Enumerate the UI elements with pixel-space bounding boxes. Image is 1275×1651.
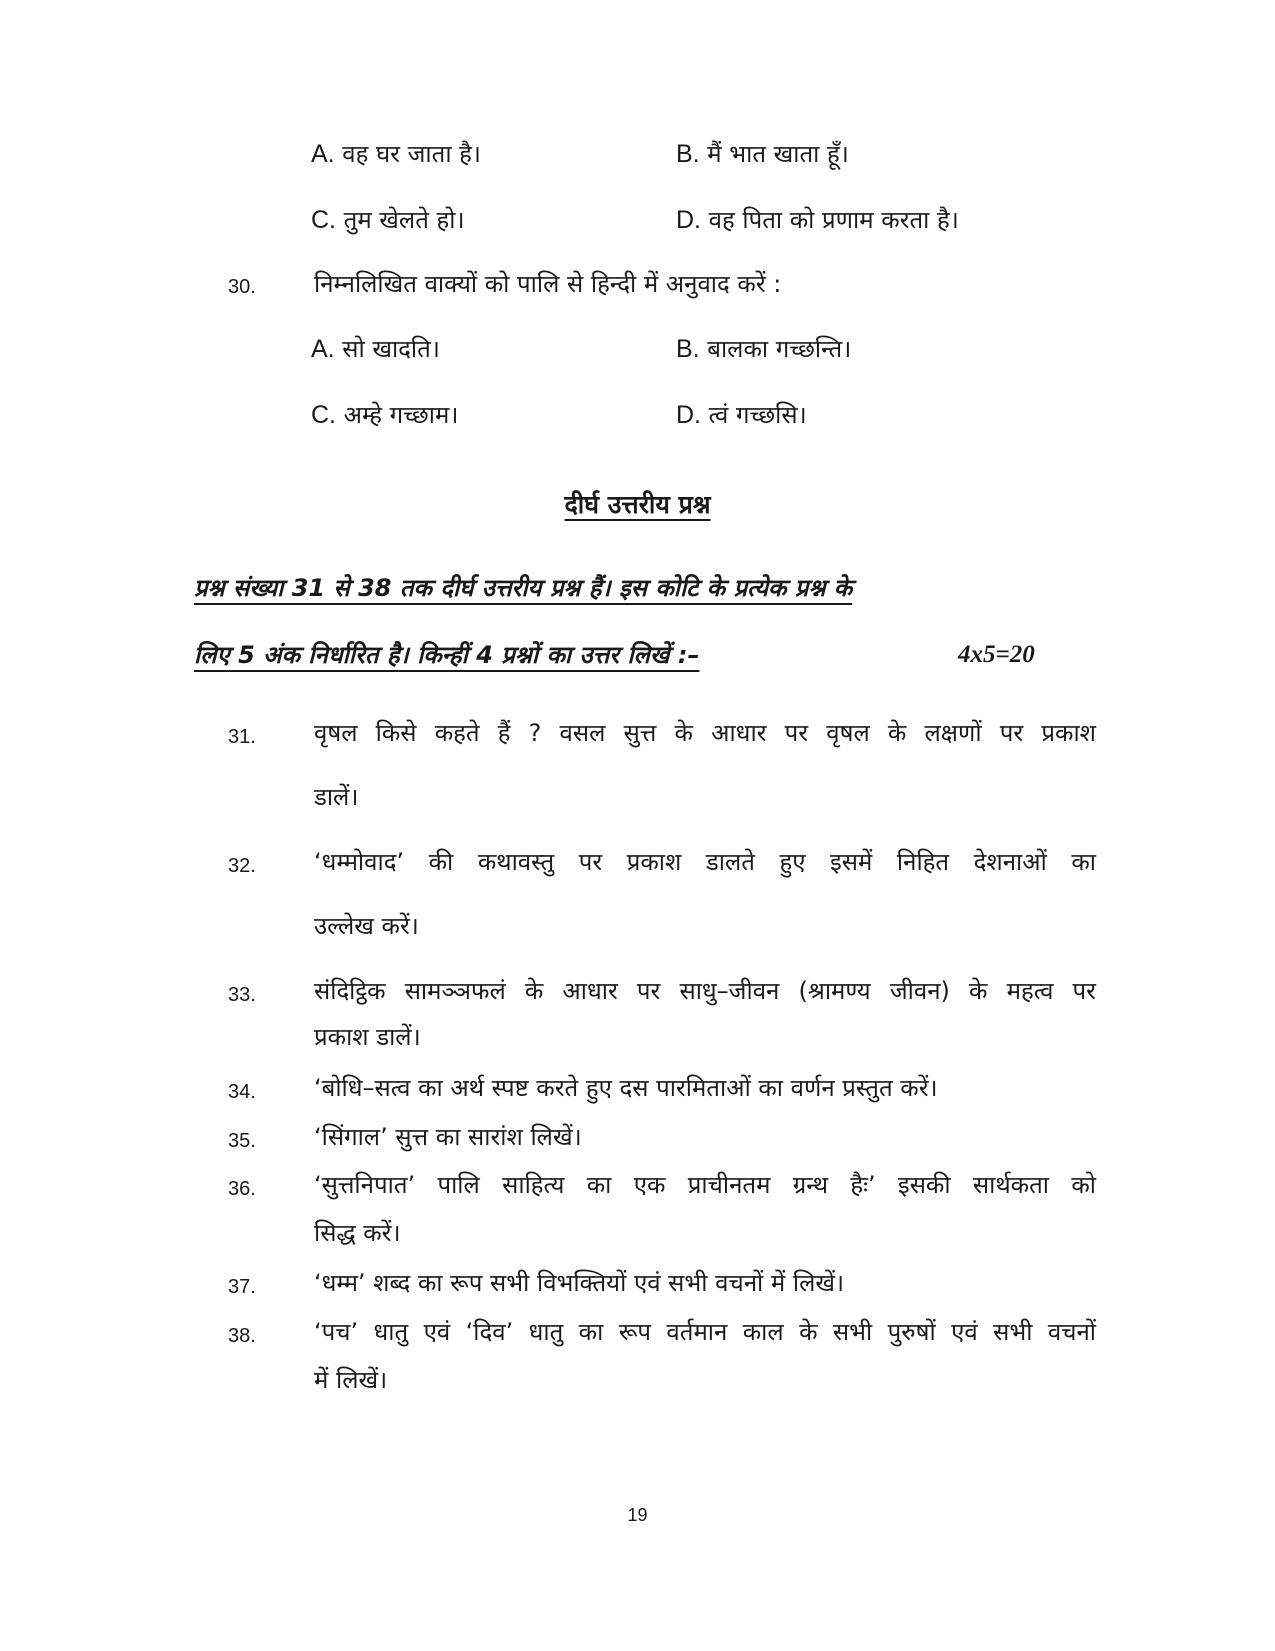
section-instruction-line1: प्रश्न संख्या 31 से 38 तक दीर्घ उत्तरीय प्रश्न हैं। इस कोटि के प्रत्येक प्रश्न के — [194, 574, 853, 602]
question-number-31: 31. — [228, 726, 256, 748]
question-text-36-line2: सिद्ध करें। — [314, 1219, 401, 1247]
question-text-38-line1: ‘पच’ धातु एवं ‘दिव’ धातु का रूप वर्तमान काल के सभी पुरुषों एवं सभी वचनों — [314, 1318, 1096, 1346]
section-instruction-line2: लिए 5 अंक निर्धारित है। किन्हीं 4 प्रश्नों का उत्तर लिखें :– — [194, 641, 700, 669]
question-number-35: 35. — [228, 1130, 256, 1152]
q30-option-a: A. सो खादति। — [311, 335, 440, 363]
question-text-30: निम्नलिखित वाक्यों को पालि से हिन्दी में अनुवाद करें : — [314, 270, 782, 298]
prev-option-a: A. वह घर जाता है। — [311, 140, 482, 168]
prev-option-b: B. मैं भात खाता हूँ। — [676, 140, 849, 168]
question-text-32-line2: उल्लेख करें। — [314, 912, 419, 940]
question-text-38-line2: में लिखें। — [314, 1366, 388, 1394]
question-text-35: ‘सिंगाल’ सुत्त का सारांश लिखें। — [314, 1123, 582, 1151]
q30-option-b: B. बालका गच्छन्ति। — [676, 335, 852, 363]
q30-option-d: D. त्वं गच्छसि। — [676, 401, 807, 429]
question-text-33-line2: प्रकाश डालें। — [314, 1023, 421, 1051]
section-heading: दीर्घ उत्तरीय प्रश्न — [564, 490, 711, 519]
question-number-30: 30. — [228, 276, 256, 298]
question-number-37: 37. — [228, 1276, 256, 1298]
question-number-36: 36. — [228, 1178, 256, 1200]
question-text-32-line1: ‘धम्मोवाद’ की कथावस्तु पर प्रकाश डालते हुए इसमें निहित देशनाओं का — [314, 848, 1096, 876]
question-text-37: ‘धम्म’ शब्द का रूप सभी विभक्तियों एवं सभी वचनों में लिखें। — [314, 1269, 845, 1297]
question-number-38: 38. — [228, 1325, 256, 1347]
prev-option-d: D. वह पिता को प्रणाम करता है। — [676, 206, 959, 234]
question-text-31-line2: डालें। — [314, 783, 359, 811]
page-number: 19 — [627, 1505, 648, 1525]
question-number-32: 32. — [228, 855, 256, 877]
question-text-36-line1: ‘सुत्तनिपात’ पालि साहित्य का एक प्राचीनतम ग्रन्थ हैः’ इसकी सार्थकता को — [314, 1171, 1096, 1199]
prev-option-c: C. तुम खेलते हो। — [311, 206, 465, 234]
question-number-34: 34. — [228, 1081, 256, 1103]
question-text-31-line1: वृषल किसे कहते हैं ? वसल सुत्त के आधार पर वृषल के लक्षणों पर प्रकाश — [314, 719, 1096, 747]
question-text-34: ‘बोधि–सत्व का अर्थ स्पष्ट करते हुए दस पारमिताओं का वर्णन प्रस्तुत करें। — [314, 1074, 938, 1102]
q30-option-c: C. अम्हे गच्छाम। — [311, 401, 459, 429]
question-number-33: 33. — [228, 984, 256, 1006]
section-marks: 4x5=20 — [958, 641, 1035, 668]
question-text-33-line1: संदिट्ठिक सामञ्ञफलं के आधार पर साधु–जीवन (श्रामण्य जीवन) के महत्व पर — [314, 977, 1096, 1005]
